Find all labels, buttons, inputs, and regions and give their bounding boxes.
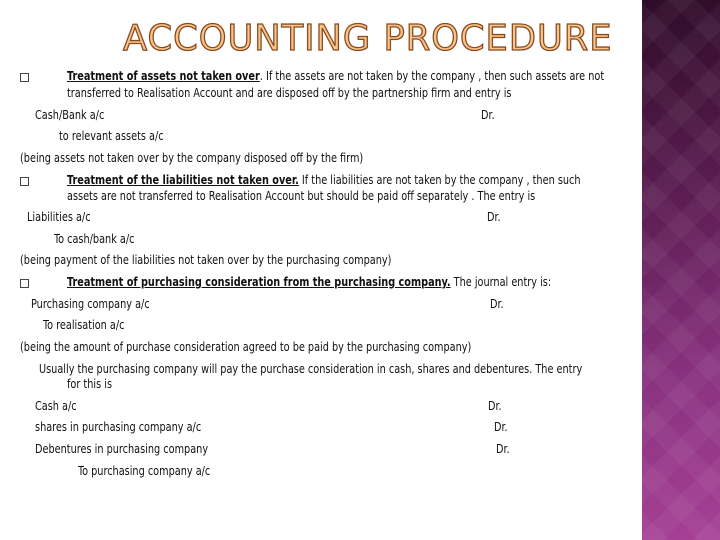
section-assets [67,68,604,84]
section-purchase [67,274,551,290]
entry-dr: Dr. [494,420,508,434]
entry-line: To purchasing company a/c [78,464,211,478]
section-heading: Treatment of assets not taken over [67,69,260,83]
entry-line: Cash a/c [35,399,77,413]
entry-line: Purchasing company a/c [31,297,150,311]
entry-dr: Dr. [481,108,495,122]
entry-line: Liabilities a/c [27,210,91,224]
entry-narration: (being the amount of purchase consideration agreed to be paid by the purchasing company) [20,340,472,354]
entry-dr: Dr. [488,399,502,413]
entry-dr: Dr. [490,297,504,311]
entry-narration: (being assets not taken over by the company disposed off by the firm) [20,151,364,165]
decorative-side-panel [642,0,720,540]
bullet-icon [20,73,29,82]
paragraph: Usually the purchasing company will pay the purchase consideration in cash, shares and debentures. The entry [39,362,583,376]
section-text: . If the assets are not taken by the company , then such assets are not [259,69,605,83]
section-text: transferred to Realisation Account and are disposed off by the partnership firm and entry is [67,86,512,100]
bullet-icon [20,279,29,288]
section-text: assets are not transferred to Realisation Account but should be paid off separately . The entry is [67,189,536,203]
section-liabilities [67,172,581,188]
section-heading: Treatment of the liabilities not taken over. [67,173,299,187]
entry-line: to relevant assets a/c [59,129,164,143]
entry-line: Cash/Bank a/c [35,108,105,122]
paragraph: for this is [67,377,113,391]
section-text: If the liabilities are not taken by the company , then such [298,173,581,187]
entry-line: To cash/bank a/c [54,232,135,246]
section-heading: Treatment of purchasing consideration from the purchasing company. [67,275,451,289]
section-text: The journal entry is: [450,275,552,289]
entry-dr: Dr. [487,210,501,224]
entry-narration: (being payment of the liabilities not taken over by the purchasing company) [20,253,392,267]
entry-dr: Dr. [496,442,510,456]
entry-line: To realisation a/c [43,318,125,332]
entry-line: shares in purchasing company a/c [35,420,202,434]
entry-line: Debentures in purchasing company [35,442,209,456]
slide-title: ACCOUNTING PROCEDURE [122,18,613,59]
bullet-icon [20,177,29,186]
